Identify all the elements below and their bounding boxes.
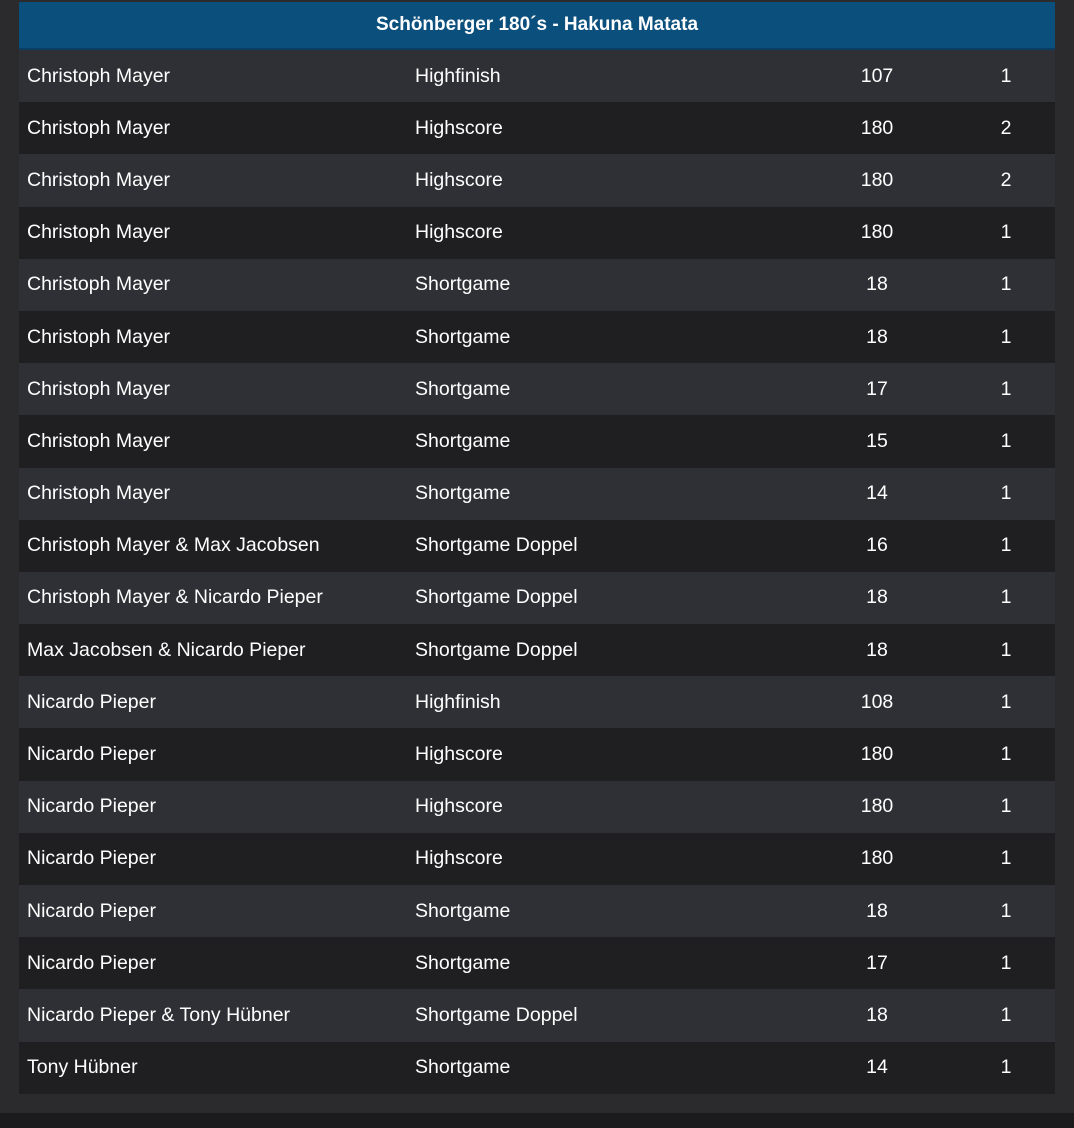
score-value: 18	[866, 325, 888, 348]
player-name: Christoph Mayer	[27, 168, 171, 191]
table-row	[19, 781, 1055, 833]
count: 1	[1000, 429, 1012, 452]
count: 1	[1000, 377, 1012, 400]
category: Highscore	[415, 116, 503, 139]
score-value: 180	[860, 116, 894, 139]
table-row	[19, 363, 1055, 415]
score-value: 18	[866, 586, 888, 609]
player-name: Christoph Mayer & Max Jacobsen	[27, 534, 320, 557]
category: Shortgame	[415, 273, 511, 296]
player-name: Nicardo Pieper	[27, 690, 156, 713]
player-name: Tony Hübner	[27, 1056, 138, 1079]
table-row	[19, 311, 1055, 363]
score-value: 18	[866, 638, 888, 661]
table-row	[19, 624, 1055, 676]
category: Shortgame	[415, 899, 511, 922]
table-row	[19, 154, 1055, 206]
table-row	[19, 415, 1055, 467]
table-row	[19, 468, 1055, 520]
score-value: 17	[866, 951, 888, 974]
count: 1	[1000, 273, 1012, 296]
count: 1	[1000, 951, 1012, 974]
player-name: Christoph Mayer	[27, 429, 171, 452]
category: Highscore	[415, 221, 503, 244]
player-name: Nicardo Pieper	[27, 743, 156, 766]
count: 1	[1000, 690, 1012, 713]
player-name: Nicardo Pieper	[27, 847, 156, 870]
stats-table	[19, 2, 1055, 1094]
player-name: Max Jacobsen & Nicardo Pieper	[27, 638, 306, 661]
category: Shortgame	[415, 951, 511, 974]
table-title: Schönberger 180´s - Hakuna Matata	[19, 2, 1055, 50]
count: 1	[1000, 1056, 1012, 1079]
category: Shortgame Doppel	[415, 1003, 578, 1026]
count: 1	[1000, 325, 1012, 348]
score-value: 107	[860, 64, 894, 87]
score-value: 18	[866, 273, 888, 296]
category: Highfinish	[415, 64, 501, 87]
score-value: 108	[860, 690, 894, 713]
player-name: Nicardo Pieper	[27, 899, 156, 922]
bottom-bar	[0, 1113, 1074, 1128]
count: 1	[1000, 638, 1012, 661]
count: 1	[1000, 482, 1012, 505]
score-value: 180	[860, 743, 894, 766]
table-row	[19, 50, 1055, 102]
player-name: Christoph Mayer	[27, 64, 171, 87]
table-row	[19, 1042, 1055, 1094]
player-name: Christoph Mayer	[27, 221, 171, 244]
score-value: 18	[866, 899, 888, 922]
player-name: Christoph Mayer	[27, 116, 171, 139]
category: Shortgame	[415, 429, 511, 452]
category: Shortgame	[415, 1056, 511, 1079]
score-value: 14	[866, 482, 888, 505]
player-name: Nicardo Pieper & Tony Hübner	[27, 1003, 291, 1026]
category: Highscore	[415, 743, 503, 766]
player-name: Nicardo Pieper	[27, 795, 156, 818]
table-row	[19, 833, 1055, 885]
table-row	[19, 937, 1055, 989]
table-row	[19, 520, 1055, 572]
count: 1	[1000, 586, 1012, 609]
player-name: Christoph Mayer & Nicardo Pieper	[27, 586, 323, 609]
table-row	[19, 728, 1055, 780]
score-value: 180	[860, 168, 894, 191]
count: 2	[1000, 116, 1012, 139]
score-value: 180	[860, 221, 894, 244]
score-value: 14	[866, 1056, 888, 1079]
table-row	[19, 259, 1055, 311]
category: Highscore	[415, 847, 503, 870]
count: 1	[1000, 899, 1012, 922]
player-name: Christoph Mayer	[27, 273, 171, 296]
player-name: Christoph Mayer	[27, 377, 171, 400]
player-name: Christoph Mayer	[27, 325, 171, 348]
count: 1	[1000, 795, 1012, 818]
category: Shortgame Doppel	[415, 534, 578, 557]
table-row	[19, 989, 1055, 1041]
count: 1	[1000, 221, 1012, 244]
count: 1	[1000, 534, 1012, 557]
count: 1	[1000, 1003, 1012, 1026]
score-value: 18	[866, 1003, 888, 1026]
score-value: 16	[866, 534, 888, 557]
count: 2	[1000, 168, 1012, 191]
player-name: Nicardo Pieper	[27, 951, 156, 974]
table-row	[19, 102, 1055, 154]
category: Shortgame	[415, 482, 511, 505]
category: Highfinish	[415, 690, 501, 713]
category: Highscore	[415, 795, 503, 818]
table-body	[19, 50, 1055, 1094]
player-name: Christoph Mayer	[27, 482, 171, 505]
category: Shortgame	[415, 325, 511, 348]
score-value: 180	[860, 847, 894, 870]
table-row	[19, 572, 1055, 624]
count: 1	[1000, 847, 1012, 870]
category: Shortgame	[415, 377, 511, 400]
category: Shortgame Doppel	[415, 638, 578, 661]
score-value: 17	[866, 377, 888, 400]
category: Highscore	[415, 168, 503, 191]
score-value: 15	[866, 429, 888, 452]
table-row	[19, 207, 1055, 259]
table-row	[19, 885, 1055, 937]
score-value: 180	[860, 795, 894, 818]
category: Shortgame Doppel	[415, 586, 578, 609]
table-row	[19, 676, 1055, 728]
count: 1	[1000, 64, 1012, 87]
count: 1	[1000, 743, 1012, 766]
